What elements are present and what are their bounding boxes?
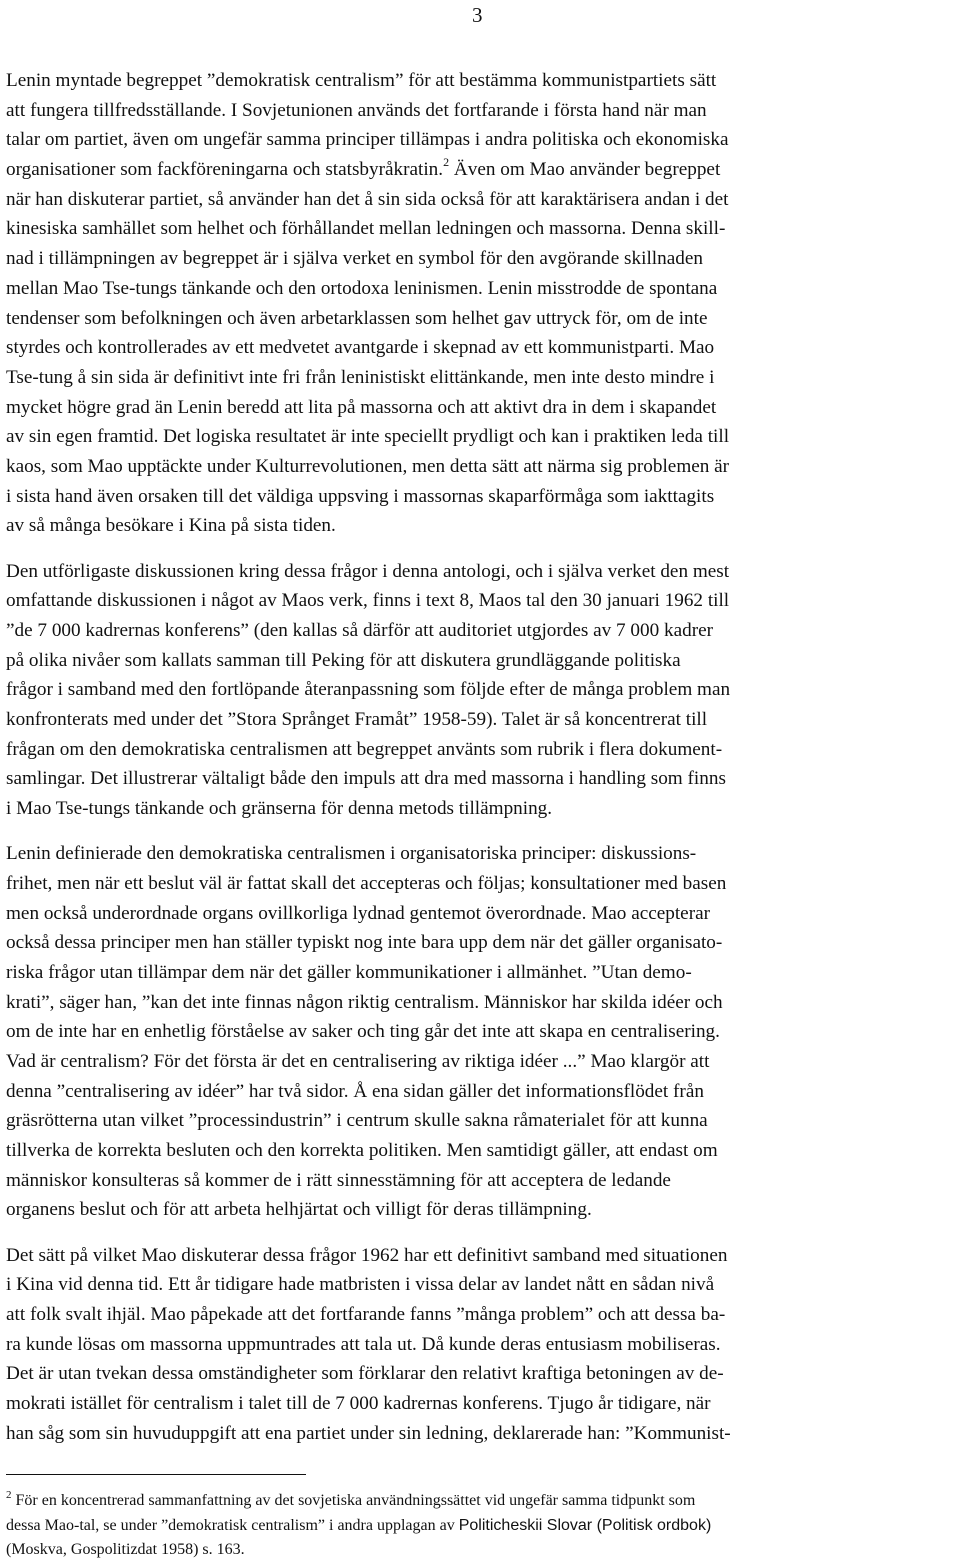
text-line: på olika nivåer som kallats samman till Peking för att diskutera grundläggande politiska	[6, 649, 681, 671]
text-line: omfattande diskussionen i något av Maos verk, finns i text 8, Maos tal den 30 januari 1962 till	[6, 590, 730, 612]
text-line: organens beslut och för att arbeta helhjärtat och villigt för deras tillämpning.	[6, 1199, 592, 1221]
text-line: frågan om den demokratiska centralismen att begreppet använts som rubrik i flera dokument-	[6, 738, 723, 760]
footnote-book-title: Politicheskii Slovar (Politisk ordbok)	[458, 1516, 712, 1534]
footnote-line: (Moskva, Gospolitizdat 1958) s. 163.	[6, 1541, 245, 1558]
text-line: frågor i samband med den fortlöpande återanpassning som följde efter de många problem man	[6, 679, 731, 701]
text-line: gräsrötterna utan vilket ”processindustrin” i centrum skulle sakna råmaterialet för att kunna	[6, 1110, 708, 1132]
paragraph-4	[6, 1241, 956, 1449]
text-line: Det är utan tvekan dessa omständigheter som förklarar den relativt kraftiga betoningen av de-	[6, 1363, 724, 1385]
text-line: samlingar. Det illustrerar vältaligt både den impuls att dra med massorna i handling som finns	[6, 768, 726, 790]
text-line: ra kunde lösas om massorna uppmuntrades att tala ut. Då kunde deras entusiasm mobiliseras.	[6, 1333, 721, 1355]
page-number: 3	[472, 3, 483, 27]
text-line: mokrati istället för centralism i talet till de 7 000 kadrernas konferens. Tjugo år tidigare, när	[6, 1393, 711, 1415]
paragraph-3	[6, 839, 956, 1225]
text-line: denna ”centralisering av idéer” har två sidor. Å ena sidan gäller det informationsflödet från	[6, 1080, 704, 1102]
text-line	[6, 155, 956, 185]
text-line: Lenin myntade begreppet ”demokratisk centralism” för att bestämma kommunistpartiets sätt	[6, 70, 717, 91]
text-line: kaos, som Mao upptäckte under Kulturrevolutionen, men detta sätt att närma sig problemen är	[6, 455, 730, 477]
footnote-reference[interactable]: 2	[443, 155, 450, 170]
text-span: organisationer som fackföreningarna och statsbyråkratin.	[6, 159, 444, 181]
footnote-divider	[6, 1474, 306, 1475]
text-line: av sin egen framtid. Det logiska resultatet är inte speciellt prydligt och kan i praktiken leda till	[6, 426, 730, 448]
text-line: krati”, säger han, ”kan det inte finnas någon riktig centralism. Människor har skilda idéer och	[6, 991, 723, 1013]
text-line: i sista hand även orsaken till det väldiga uppsving i massornas skaparförmåga som iakttagits	[6, 485, 715, 507]
text-line: Lenin definierade den demokratiska centralismen i organisatoriska principer: diskussions-	[6, 843, 697, 865]
text-line: Tse-tung å sin sida är definitivt inte fri från leninistiskt elittänkande, men inte desto mindre i	[6, 366, 715, 388]
body-text	[6, 66, 956, 1448]
footnote-text: dessa Mao-tal, se under ”demokratisk centralism” i andra upplagan av	[6, 1516, 459, 1534]
text-line: men också underordnade organs ovillkorliga lydnad gentemot överordnade. Mao accepterar	[6, 902, 710, 924]
footnote-text: För en koncentrerad sammanfattning av det sovjetiska användningssättet vid ungefär samma tidpunkt som	[11, 1492, 696, 1509]
text-line: styrdes och kontrollerades av ett medvetet avantgarde i skepnad av ett kommunistparti. Mao	[6, 337, 715, 359]
paragraph-1	[6, 66, 956, 541]
text-line: han såg som sin huvuduppgift att ena partiet under sin ledning, deklarerade han: ”Kommunist-	[6, 1422, 731, 1444]
footnote-marker: 2	[6, 1489, 12, 1501]
text-line: i Mao Tse-tungs tänkande och gränserna för denna metods tillämpning.	[6, 798, 553, 819]
text-line: människor konsulteras så kommer de i rätt sinnesstämning för att acceptera de ledande	[6, 1169, 671, 1191]
text-line: mycket högre grad än Lenin beredd att lita på massorna och att aktivt dra in dem i skapandet	[6, 396, 717, 418]
footnote-2	[6, 1489, 956, 1563]
text-line: Det sätt på vilket Mao diskuterar dessa frågor 1962 har ett definitivt samband med situationen	[6, 1244, 728, 1266]
text-line: när han diskuterar partiet, så använder han det å sin sida också för att karaktärisera andan i det	[6, 188, 729, 210]
footnote-line	[6, 1489, 956, 1514]
text-line: också dessa principer men han ställer typiskt nog inte bara upp dem när det gäller organisato-	[6, 932, 723, 954]
text-span: Även om Mao använder begreppet	[449, 159, 721, 181]
text-line: talar om partiet, även om ungefär samma principer tillämpas i andra politiska och ekonomiska	[6, 129, 729, 151]
text-line: riska frågor utan tillämpar dem när det gäller kommunikationer i allmänhet. ”Utan demo-	[6, 961, 692, 983]
text-line: Vad är centralism? För det första är det en centralisering av riktiga idéer ...” Mao klargör att	[6, 1051, 710, 1072]
text-line: av så många besökare i Kina på sista tiden.	[6, 515, 336, 537]
text-line: tillverka de korrekta besluten och den korrekta politiken. Men samtidigt gäller, att endast om	[6, 1140, 718, 1162]
text-line: frihet, men när ett beslut väl är fattat skall det accepteras och följas; konsultationer med basen	[6, 872, 727, 894]
text-line: att folk svalt ihjäl. Mao påpekade att det fortfarande fanns ”många problem” och att dessa ba-	[6, 1304, 726, 1325]
text-line: mellan Mao Tse-tungs tänkande och den ortodoxa leninismen. Lenin misstrodde de spontana	[6, 277, 718, 299]
footnote-line	[6, 1514, 956, 1539]
text-line: kinesiska samhället som helhet och förhållandet mellan ledningen och massorna. Denna skill-	[6, 218, 726, 240]
text-line: ”de 7 000 kadrernas konferens” (den kallas så därför att auditoriet utgjordes av 7 000 kadrer	[6, 619, 714, 641]
text-line: Den utförligaste diskussionen kring dessa frågor i denna antologi, och i själva verket den mest	[6, 560, 730, 582]
text-line: tendenser som befolkningen och även arbetarklassen som helhet gav uttryck för, om de inte	[6, 307, 708, 329]
text-line: om de inte har en enhetlig förståelse av saker och ting går det inte att skapa en centralisering.	[6, 1021, 720, 1043]
text-line: att fungera tillfredsställande. I Sovjetunionen används det fortfarande i första hand när man	[6, 99, 707, 121]
text-line: konfronterats med under det ”Stora Språnget Framåt” 1958-59). Talet är så koncentrerat till	[6, 708, 708, 730]
paragraph-2	[6, 557, 956, 824]
text-line: i Kina vid denna tid. Ett år tidigare hade matbristen i vissa delar av landet nått en sådan nivå	[6, 1274, 715, 1296]
text-line: nad i tillämpningen av begreppet är i själva verket en symbol för den avgörande skillnaden	[6, 248, 703, 270]
